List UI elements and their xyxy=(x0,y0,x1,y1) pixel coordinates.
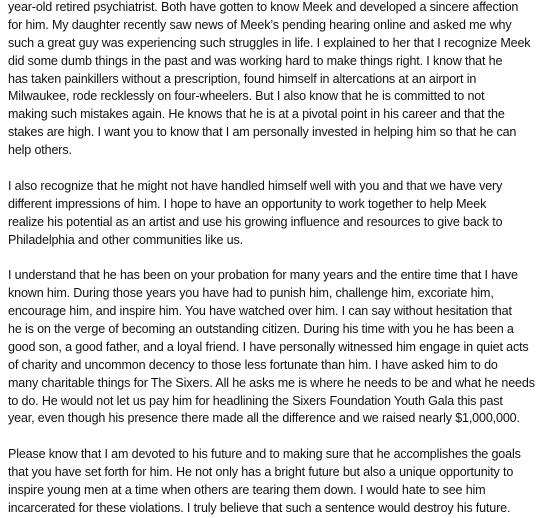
paragraph-4 xyxy=(8,446,556,518)
text-line: Please know that I am devoted to his future and to making sure that he accomplishes the goals xyxy=(8,447,521,462)
text-line: many charitable things for The Sixers. All he asks me is where he needs to be and what he needs xyxy=(8,375,535,390)
paragraph-gap xyxy=(8,249,556,267)
text-line: incarcerated for these violations. I truly believe that such a sentence would destroy his future. xyxy=(8,500,511,515)
text-line: realize his potential as an artist and use his growing influence and resources to give back to xyxy=(8,214,503,229)
text-line: different impressions of him. I hope to have an opportunity to work together to help Meek xyxy=(8,196,487,211)
text-line: for him. My daughter recently saw news of Meek’s pending hearing online and asked me why xyxy=(8,17,512,32)
text-line: making such mistakes again. He knows that he is at a pivotal point in his career and that the xyxy=(8,107,505,122)
text-line: encourage him, and inspire him. You have watched over him. I can say without hesitation that xyxy=(8,304,512,319)
text-line: such a great guy was experiencing such struggles in life. I explained to her that I recognize Meek xyxy=(8,35,531,50)
text-line: inspire young men at a time when others are tearing them down. I would hate to see him xyxy=(8,483,486,498)
paragraph-2 xyxy=(8,178,556,250)
paragraph-gap xyxy=(8,428,556,446)
text-line: known him. During those years you have had to punish him, challenge him, excoriate him, xyxy=(8,286,494,301)
text-line: of charity and uncommon decency to those less fortunate than him. I have asked him to do xyxy=(8,357,498,372)
paragraph-gap xyxy=(8,160,556,178)
text-line: has taken painkillers without a prescription, found himself in altercations at an airport in xyxy=(8,71,477,86)
text-line: good son, a good father, and a loyal friend. I have personally witnessed him engage in quiet acts xyxy=(8,339,529,354)
text-line: I understand that he has been on your probation for many years and the entire time that I have xyxy=(8,268,518,283)
text-line: Philadelphia and other communities like us. xyxy=(8,232,243,247)
letter-body xyxy=(8,0,556,518)
text-line: stakes are high. I want you to know that I am personally invested in helping him so that he can xyxy=(8,125,517,140)
text-line: help others. xyxy=(8,143,72,158)
text-line: to do. He would not let us pay him for headlining the Sixers Foundation Youth Gala this past xyxy=(8,393,503,408)
text-line: year-old retired psychiatrist. Both have gotten to know Meek and developed a sincere affection xyxy=(8,0,519,14)
text-line: that you have set forth for him. He not only has a bright future but also a unique opportunity to xyxy=(8,465,514,480)
text-line: did some dumb things in the past and was working hard to make things right. I know that he xyxy=(8,53,503,68)
paragraph-1 xyxy=(8,0,556,160)
text-line: year, even though his presence there made all the difference and we raised nearly $1,000,000. xyxy=(8,411,520,426)
text-line: I also recognize that he might not have handled himself well with you and that we have very xyxy=(8,178,503,193)
text-line: Milwaukee, rode recklessly on four-wheelers. But I also know that he is committed to not xyxy=(8,89,485,104)
text-line: he is on the verge of becoming an outstanding citizen. During his time with you he has been a xyxy=(8,322,514,337)
paragraph-3 xyxy=(8,267,556,428)
